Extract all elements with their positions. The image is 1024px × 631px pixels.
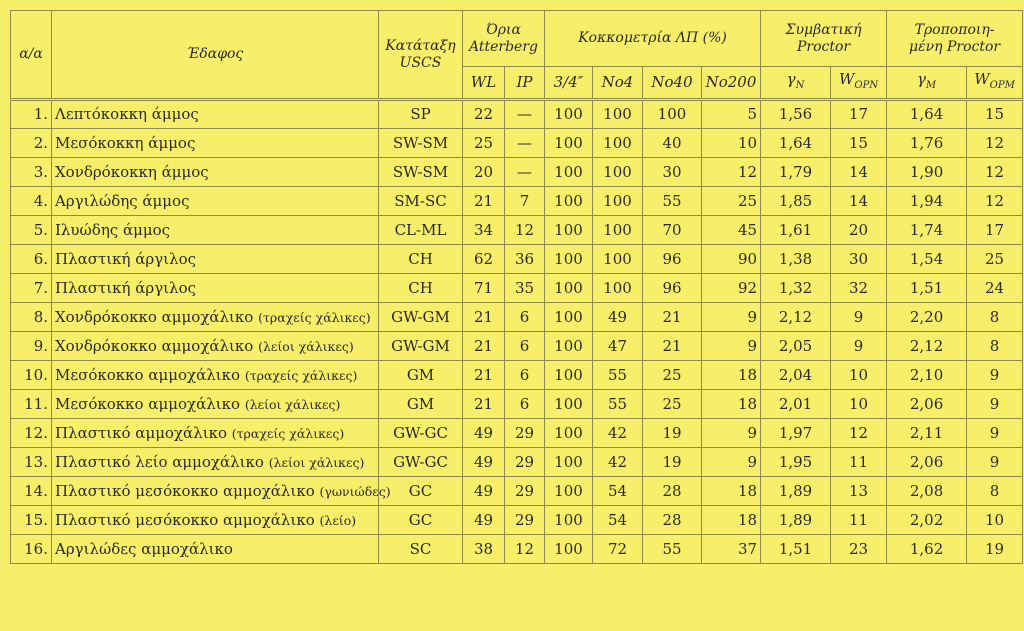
- header-standard-proctor: [761, 11, 887, 67]
- soil-name-text: Αργιλώδης άμμος: [55, 191, 190, 210]
- sieve-no4-cell: 72: [593, 535, 643, 564]
- soil-properties-table: [10, 10, 1023, 564]
- w-opm-cell: 25: [967, 245, 1023, 274]
- header-gamma-n: [761, 67, 831, 100]
- table-row: [11, 303, 1023, 332]
- w-opm-cell: 10: [967, 506, 1023, 535]
- sieve-no200-cell: 18: [702, 390, 761, 419]
- w-opn-cell: 10: [831, 390, 887, 419]
- sieve-no4-cell: 55: [593, 390, 643, 419]
- sieve-3-4-cell: 100: [545, 216, 593, 245]
- sieve-3-4-cell: 100: [545, 245, 593, 274]
- header-modified-proctor-line1: Τροποποιη-: [914, 21, 995, 38]
- gamma-m-cell: 2,02: [887, 506, 967, 535]
- w-opn-cell: 10: [831, 361, 887, 390]
- uscs-class-cell: CH: [379, 274, 463, 303]
- gamma-m-cell: 1,62: [887, 535, 967, 564]
- sieve-no40-cell: 28: [643, 506, 702, 535]
- soil-name-text: Πλαστικό λείο αμμοχάλικο: [55, 452, 264, 471]
- sieve-no40-cell: 96: [643, 274, 702, 303]
- sieve-no200-cell: 18: [702, 361, 761, 390]
- plasticity-index-cell: 29: [505, 448, 545, 477]
- soil-name-cell: [52, 187, 379, 216]
- soil-name-cell: [52, 303, 379, 332]
- row-number-cell: 15.: [11, 506, 52, 535]
- sieve-3-4-cell: 100: [545, 419, 593, 448]
- table-row: [11, 332, 1023, 361]
- plasticity-index-cell: —: [505, 129, 545, 158]
- sieve-no40-cell: 25: [643, 361, 702, 390]
- soil-name-text: Μεσόκοκκο αμμοχάλικο: [55, 365, 241, 384]
- sieve-3-4-cell: 100: [545, 506, 593, 535]
- liquid-limit-cell: 49: [463, 477, 505, 506]
- w-opm-cell: 8: [967, 303, 1023, 332]
- uscs-class-cell: CL-ML: [379, 216, 463, 245]
- w-opn-cell: 9: [831, 332, 887, 361]
- header-gamma-n-sub: N: [795, 80, 805, 91]
- liquid-limit-cell: 34: [463, 216, 505, 245]
- soil-name-cell: [52, 332, 379, 361]
- row-number-cell: 8.: [11, 303, 52, 332]
- soil-name-cell: [52, 361, 379, 390]
- soil-note-text: (τραχείς χάλικες): [258, 309, 371, 325]
- plasticity-index-cell: —: [505, 158, 545, 187]
- header-grading: Κοκκομετρία ΛΠ (%): [545, 11, 761, 67]
- uscs-class-cell: GM: [379, 361, 463, 390]
- soil-name-cell: [52, 506, 379, 535]
- uscs-class-cell: SW-SM: [379, 129, 463, 158]
- soil-name-text: Πλαστική άργιλος: [55, 278, 196, 297]
- gamma-n-cell: 1,56: [761, 100, 831, 129]
- sieve-3-4-cell: 100: [545, 477, 593, 506]
- sieve-3-4-cell: 100: [545, 100, 593, 129]
- plasticity-index-cell: 7: [505, 187, 545, 216]
- table-row: [11, 245, 1023, 274]
- plasticity-index-cell: 6: [505, 303, 545, 332]
- table-row: [11, 129, 1023, 158]
- sieve-no200-cell: 90: [702, 245, 761, 274]
- sieve-no4-cell: 100: [593, 216, 643, 245]
- header-gamma-m-sub: M: [925, 80, 937, 91]
- liquid-limit-cell: 49: [463, 448, 505, 477]
- sieve-no4-cell: 100: [593, 274, 643, 303]
- plasticity-index-cell: 12: [505, 535, 545, 564]
- soil-name-text: Λεπτόκοκκη άμμος: [55, 105, 199, 123]
- sieve-no200-cell: 9: [702, 448, 761, 477]
- w-opn-cell: 20: [831, 216, 887, 245]
- soil-name-text: Ιλυώδης άμμος: [55, 220, 171, 239]
- gamma-m-cell: 2,08: [887, 477, 967, 506]
- uscs-class-cell: GW-GC: [379, 419, 463, 448]
- soil-name-cell: [52, 419, 379, 448]
- soil-name-cell: [52, 100, 379, 129]
- soil-name-cell: [52, 390, 379, 419]
- uscs-class-cell: CH: [379, 245, 463, 274]
- soil-name-text: Χονδρόκοκκο αμμοχάλικο: [55, 307, 254, 326]
- uscs-class-cell: SW-SM: [379, 158, 463, 187]
- gamma-n-cell: 1,89: [761, 477, 831, 506]
- soil-name-text: Πλαστική άργιλος: [55, 249, 196, 268]
- liquid-limit-cell: 62: [463, 245, 505, 274]
- header-sieve-no200: No200: [702, 67, 761, 100]
- w-opn-cell: 23: [831, 535, 887, 564]
- gamma-m-cell: 1,64: [887, 100, 967, 129]
- plasticity-index-cell: 35: [505, 274, 545, 303]
- sieve-no200-cell: 25: [702, 187, 761, 216]
- w-opn-cell: 12: [831, 419, 887, 448]
- row-number-cell: 7.: [11, 274, 52, 303]
- gamma-n-cell: 1,64: [761, 129, 831, 158]
- header-uscs-line1: Κατάταξη: [385, 37, 456, 54]
- uscs-class-cell: SC: [379, 535, 463, 564]
- soil-note-text: (λείοι χάλικες): [244, 396, 341, 412]
- header-w-opm-symbol: W: [974, 70, 990, 88]
- soil-name-cell: [52, 129, 379, 158]
- gamma-m-cell: 2,06: [887, 390, 967, 419]
- plasticity-index-cell: 6: [505, 390, 545, 419]
- sieve-no40-cell: 55: [643, 535, 702, 564]
- sieve-3-4-cell: 100: [545, 390, 593, 419]
- header-w-opn: [831, 67, 887, 100]
- sieve-no200-cell: 45: [702, 216, 761, 245]
- w-opn-cell: 15: [831, 129, 887, 158]
- sieve-3-4-cell: 100: [545, 535, 593, 564]
- liquid-limit-cell: 38: [463, 535, 505, 564]
- sieve-no200-cell: 5: [702, 100, 761, 129]
- sieve-no40-cell: 25: [643, 390, 702, 419]
- gamma-m-cell: 1,51: [887, 274, 967, 303]
- sieve-no4-cell: 42: [593, 448, 643, 477]
- gamma-n-cell: 1,97: [761, 419, 831, 448]
- header-atterberg: [463, 11, 545, 67]
- sieve-3-4-cell: 100: [545, 158, 593, 187]
- sieve-3-4-cell: 100: [545, 332, 593, 361]
- soil-note-text: (τραχείς χάλικες): [244, 367, 358, 383]
- header-w-opm: [967, 67, 1023, 100]
- gamma-n-cell: 2,05: [761, 332, 831, 361]
- w-opn-cell: 17: [831, 100, 887, 129]
- header-gamma-n-symbol: γ: [786, 70, 796, 88]
- gamma-m-cell: 1,76: [887, 129, 967, 158]
- soil-name-text: Μεσόκοκκο αμμοχάλικο: [55, 394, 241, 413]
- row-number-cell: 10.: [11, 361, 52, 390]
- w-opm-cell: 9: [967, 361, 1023, 390]
- header-atterberg-line1: Όρια: [486, 21, 521, 38]
- w-opm-cell: 12: [967, 158, 1023, 187]
- sieve-no40-cell: 55: [643, 187, 702, 216]
- soil-name-text: Μεσόκοκκη άμμος: [55, 133, 196, 152]
- soil-name-text: Χονδρόκοκκο αμμοχάλικο: [55, 336, 254, 355]
- sieve-3-4-cell: 100: [545, 361, 593, 390]
- w-opn-cell: 9: [831, 303, 887, 332]
- sieve-3-4-cell: 100: [545, 448, 593, 477]
- sieve-no40-cell: 96: [643, 245, 702, 274]
- w-opm-cell: 17: [967, 216, 1023, 245]
- header-w-opn-symbol: W: [838, 70, 855, 88]
- w-opm-cell: 9: [967, 419, 1023, 448]
- w-opm-cell: 8: [967, 332, 1023, 361]
- table-row: [11, 187, 1023, 216]
- row-number-cell: 12.: [11, 419, 52, 448]
- header-uscs-line2: USCS: [399, 54, 442, 71]
- soil-name-cell: [52, 216, 379, 245]
- sieve-no200-cell: 9: [702, 332, 761, 361]
- gamma-m-cell: 2,11: [887, 419, 967, 448]
- soil-name-cell: [52, 158, 379, 187]
- table-row: [11, 448, 1023, 477]
- w-opm-cell: 12: [967, 129, 1023, 158]
- uscs-class-cell: GW-GC: [379, 448, 463, 477]
- liquid-limit-cell: 71: [463, 274, 505, 303]
- liquid-limit-cell: 21: [463, 332, 505, 361]
- row-number-cell: 1.: [11, 100, 52, 129]
- header-uscs: [379, 11, 463, 100]
- sieve-no200-cell: 92: [702, 274, 761, 303]
- table-row: [11, 100, 1023, 129]
- plasticity-index-cell: 12: [505, 216, 545, 245]
- plasticity-index-cell: 29: [505, 419, 545, 448]
- w-opn-cell: 11: [831, 506, 887, 535]
- table-row: [11, 506, 1023, 535]
- table-row: [11, 361, 1023, 390]
- uscs-class-cell: SM-SC: [379, 187, 463, 216]
- w-opm-cell: 12: [967, 187, 1023, 216]
- row-number-cell: 11.: [11, 390, 52, 419]
- w-opm-cell: 9: [967, 390, 1023, 419]
- sieve-no4-cell: 100: [593, 245, 643, 274]
- plasticity-index-cell: 29: [505, 506, 545, 535]
- plasticity-index-cell: 29: [505, 477, 545, 506]
- gamma-n-cell: 1,38: [761, 245, 831, 274]
- soil-name-text: Πλαστικό μεσόκοκκο αμμοχάλικο: [55, 510, 315, 529]
- header-atterberg-line2: Atterberg: [469, 38, 538, 55]
- gamma-m-cell: 1,74: [887, 216, 967, 245]
- header-gamma-m-symbol: γ: [916, 70, 926, 88]
- sieve-no40-cell: 100: [643, 100, 702, 129]
- liquid-limit-cell: 21: [463, 361, 505, 390]
- sieve-no40-cell: 40: [643, 129, 702, 158]
- w-opm-cell: 8: [967, 477, 1023, 506]
- sieve-no200-cell: 18: [702, 506, 761, 535]
- liquid-limit-cell: 20: [463, 158, 505, 187]
- sieve-no200-cell: 9: [702, 303, 761, 332]
- header-w-opm-sub: OPM: [989, 80, 1015, 91]
- liquid-limit-cell: 22: [463, 100, 505, 129]
- header-aa: α/α: [11, 11, 52, 100]
- w-opm-cell: 9: [967, 448, 1023, 477]
- gamma-n-cell: 1,89: [761, 506, 831, 535]
- header-standard-proctor-line1: Συμβατική: [785, 21, 862, 38]
- sieve-no4-cell: 100: [593, 129, 643, 158]
- header-sieve-no40: No40: [643, 67, 702, 100]
- header-gamma-m: [887, 67, 967, 100]
- w-opm-cell: 24: [967, 274, 1023, 303]
- uscs-class-cell: GC: [379, 506, 463, 535]
- header-modified-proctor-line2: μένη Proctor: [909, 38, 1001, 55]
- row-number-cell: 9.: [11, 332, 52, 361]
- soil-name-text: Πλαστικό αμμοχάλικο: [55, 423, 227, 442]
- header-sieve-3-4: 3/4″: [545, 67, 593, 100]
- liquid-limit-cell: 21: [463, 187, 505, 216]
- row-number-cell: 3.: [11, 158, 52, 187]
- sieve-no4-cell: 54: [593, 477, 643, 506]
- soil-name-text: Αργιλώδες αμμοχάλικο: [55, 539, 233, 558]
- sieve-3-4-cell: 100: [545, 129, 593, 158]
- soil-name-cell: [52, 477, 391, 506]
- gamma-n-cell: 1,61: [761, 216, 831, 245]
- uscs-class-cell: GW-GM: [379, 303, 463, 332]
- sieve-no200-cell: 10: [702, 129, 761, 158]
- soil-name-cell: [52, 274, 379, 303]
- sieve-no40-cell: 19: [643, 448, 702, 477]
- w-opn-cell: 30: [831, 245, 887, 274]
- row-number-cell: 16.: [11, 535, 52, 564]
- soil-note-text: (λείοι χάλικες): [258, 338, 354, 354]
- soil-note-text: (τραχείς χάλικες): [231, 425, 345, 441]
- table-body: [11, 100, 1023, 564]
- plasticity-index-cell: 6: [505, 332, 545, 361]
- gamma-n-cell: 2,04: [761, 361, 831, 390]
- table-row: [11, 216, 1023, 245]
- gamma-m-cell: 1,94: [887, 187, 967, 216]
- sieve-no40-cell: 28: [643, 477, 702, 506]
- sieve-no4-cell: 100: [593, 158, 643, 187]
- gamma-n-cell: 1,95: [761, 448, 831, 477]
- sieve-no4-cell: 42: [593, 419, 643, 448]
- plasticity-index-cell: 36: [505, 245, 545, 274]
- liquid-limit-cell: 21: [463, 303, 505, 332]
- table-row: [11, 535, 1023, 564]
- row-number-cell: 4.: [11, 187, 52, 216]
- gamma-n-cell: 2,12: [761, 303, 831, 332]
- w-opn-cell: 14: [831, 187, 887, 216]
- sieve-no40-cell: 21: [643, 332, 702, 361]
- sieve-no200-cell: 12: [702, 158, 761, 187]
- row-number-cell: 6.: [11, 245, 52, 274]
- soil-note-text: (λείοι χάλικες): [268, 454, 365, 470]
- table-row: [11, 274, 1023, 303]
- sieve-no4-cell: 100: [593, 100, 643, 129]
- sieve-no200-cell: 18: [702, 477, 761, 506]
- w-opn-cell: 14: [831, 158, 887, 187]
- sieve-no4-cell: 47: [593, 332, 643, 361]
- w-opn-cell: 32: [831, 274, 887, 303]
- table-row: [11, 158, 1023, 187]
- sieve-no4-cell: 49: [593, 303, 643, 332]
- sieve-no40-cell: 30: [643, 158, 702, 187]
- gamma-n-cell: 1,79: [761, 158, 831, 187]
- soil-name-text: Χονδρόκοκκη άμμος: [55, 162, 209, 181]
- sieve-no4-cell: 54: [593, 506, 643, 535]
- sieve-3-4-cell: 100: [545, 187, 593, 216]
- uscs-class-cell: SP: [379, 100, 463, 129]
- gamma-m-cell: 2,06: [887, 448, 967, 477]
- table-row: [11, 477, 1023, 506]
- gamma-m-cell: 2,10: [887, 361, 967, 390]
- gamma-m-cell: 1,54: [887, 245, 967, 274]
- header-ip: IP: [505, 67, 545, 100]
- row-number-cell: 2.: [11, 129, 52, 158]
- liquid-limit-cell: 25: [463, 129, 505, 158]
- sieve-3-4-cell: 100: [545, 303, 593, 332]
- gamma-m-cell: 1,90: [887, 158, 967, 187]
- w-opm-cell: 19: [967, 535, 1023, 564]
- table-row: [11, 390, 1023, 419]
- header-soil: Έδαφος: [52, 11, 379, 100]
- plasticity-index-cell: —: [505, 100, 545, 129]
- uscs-class-cell: GW-GM: [379, 332, 463, 361]
- liquid-limit-cell: 49: [463, 506, 505, 535]
- sieve-no40-cell: 21: [643, 303, 702, 332]
- uscs-class-cell: GC: [379, 477, 463, 506]
- soil-note-text: (λείο): [319, 512, 357, 528]
- liquid-limit-cell: 49: [463, 419, 505, 448]
- sieve-no200-cell: 9: [702, 419, 761, 448]
- table-row: [11, 419, 1023, 448]
- plasticity-index-cell: 6: [505, 361, 545, 390]
- sieve-no200-cell: 37: [702, 535, 761, 564]
- gamma-m-cell: 2,12: [887, 332, 967, 361]
- row-number-cell: 5.: [11, 216, 52, 245]
- header-sieve-no4: No4: [593, 67, 643, 100]
- sieve-3-4-cell: 100: [545, 274, 593, 303]
- gamma-m-cell: 2,20: [887, 303, 967, 332]
- sieve-no40-cell: 19: [643, 419, 702, 448]
- soil-name-cell: [52, 535, 379, 564]
- w-opm-cell: 15: [967, 100, 1023, 129]
- soil-name-text: Πλαστικό μεσόκοκκο αμμοχάλικο: [55, 481, 315, 500]
- header-standard-proctor-line2: Proctor: [796, 38, 851, 55]
- soil-note-text: (γωνιώδες): [319, 483, 391, 499]
- gamma-n-cell: 1,51: [761, 535, 831, 564]
- uscs-class-cell: GM: [379, 390, 463, 419]
- gamma-n-cell: 2,01: [761, 390, 831, 419]
- header-modified-proctor: [887, 11, 1023, 67]
- w-opn-cell: 11: [831, 448, 887, 477]
- sieve-no4-cell: 55: [593, 361, 643, 390]
- row-number-cell: 14.: [11, 477, 52, 506]
- header-wl: WL: [463, 67, 505, 100]
- gamma-n-cell: 1,85: [761, 187, 831, 216]
- soil-name-cell: [52, 448, 379, 477]
- w-opn-cell: 13: [831, 477, 887, 506]
- row-number-cell: 13.: [11, 448, 52, 477]
- liquid-limit-cell: 21: [463, 390, 505, 419]
- header-w-opn-sub: OPN: [854, 80, 879, 91]
- sieve-no4-cell: 100: [593, 187, 643, 216]
- gamma-n-cell: 1,32: [761, 274, 831, 303]
- sieve-no40-cell: 70: [643, 216, 702, 245]
- soil-name-cell: [52, 245, 379, 274]
